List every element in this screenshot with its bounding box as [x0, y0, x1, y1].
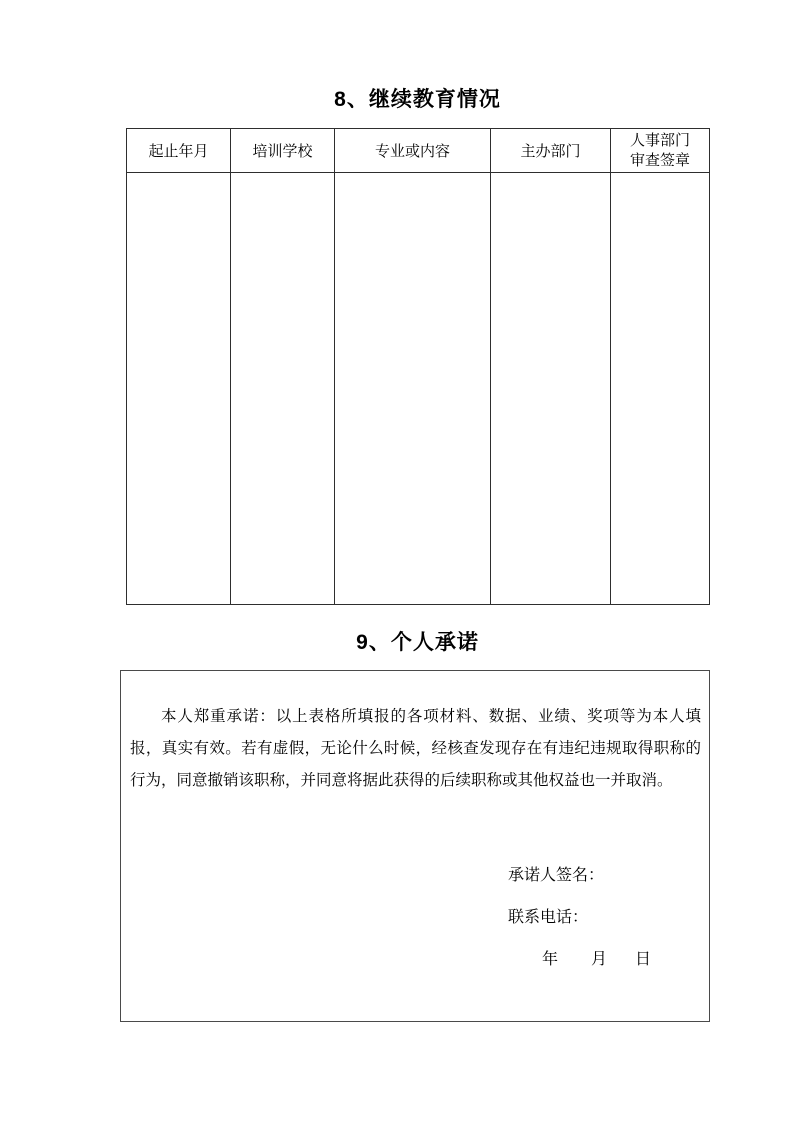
signature-block [508, 865, 651, 991]
section9-title: 9、个人承诺 [356, 631, 479, 654]
cell-hr-review-seal [611, 173, 710, 605]
commitment-text: 本人郑重承诺：以上表格所填报的各项材料、数据、业绩、奖项等为本人填报，真实有效。若有虚假，无论什么时候，经核查发现存在有违纪违规取得职称的行为，同意撤销该职称，并同意将据此获得的后续职称或其他权益也一并取消。 [130, 708, 701, 789]
date-line [542, 949, 651, 971]
signer-name-label: 承诺人签名： [508, 867, 605, 884]
month-label: 月 [591, 951, 608, 968]
table-row [127, 173, 710, 605]
header-major-or-content: 专业或内容 [335, 129, 491, 173]
continuing-education-table [126, 128, 710, 605]
phone-label: 联系电话： [508, 909, 589, 926]
cell-start-end-date [127, 173, 231, 605]
day-label: 日 [635, 951, 652, 968]
header-training-school: 培训学校 [231, 129, 335, 173]
header-hr-review-seal [611, 129, 710, 173]
cell-training-school [231, 173, 335, 605]
header-hr-review-seal-line2: 审查签章 [629, 152, 690, 169]
header-hr-review-seal-line1: 人事部门 [629, 132, 690, 149]
header-organizing-department: 主办部门 [491, 129, 611, 173]
cell-major-or-content [335, 173, 491, 605]
cell-organizing-department [491, 173, 611, 605]
header-start-end-date: 起止年月 [127, 129, 231, 173]
year-label: 年 [542, 951, 559, 968]
commitment-box [120, 670, 710, 1022]
table-header-row [127, 129, 710, 173]
section8-title: 8、继续教育情况 [334, 88, 501, 111]
